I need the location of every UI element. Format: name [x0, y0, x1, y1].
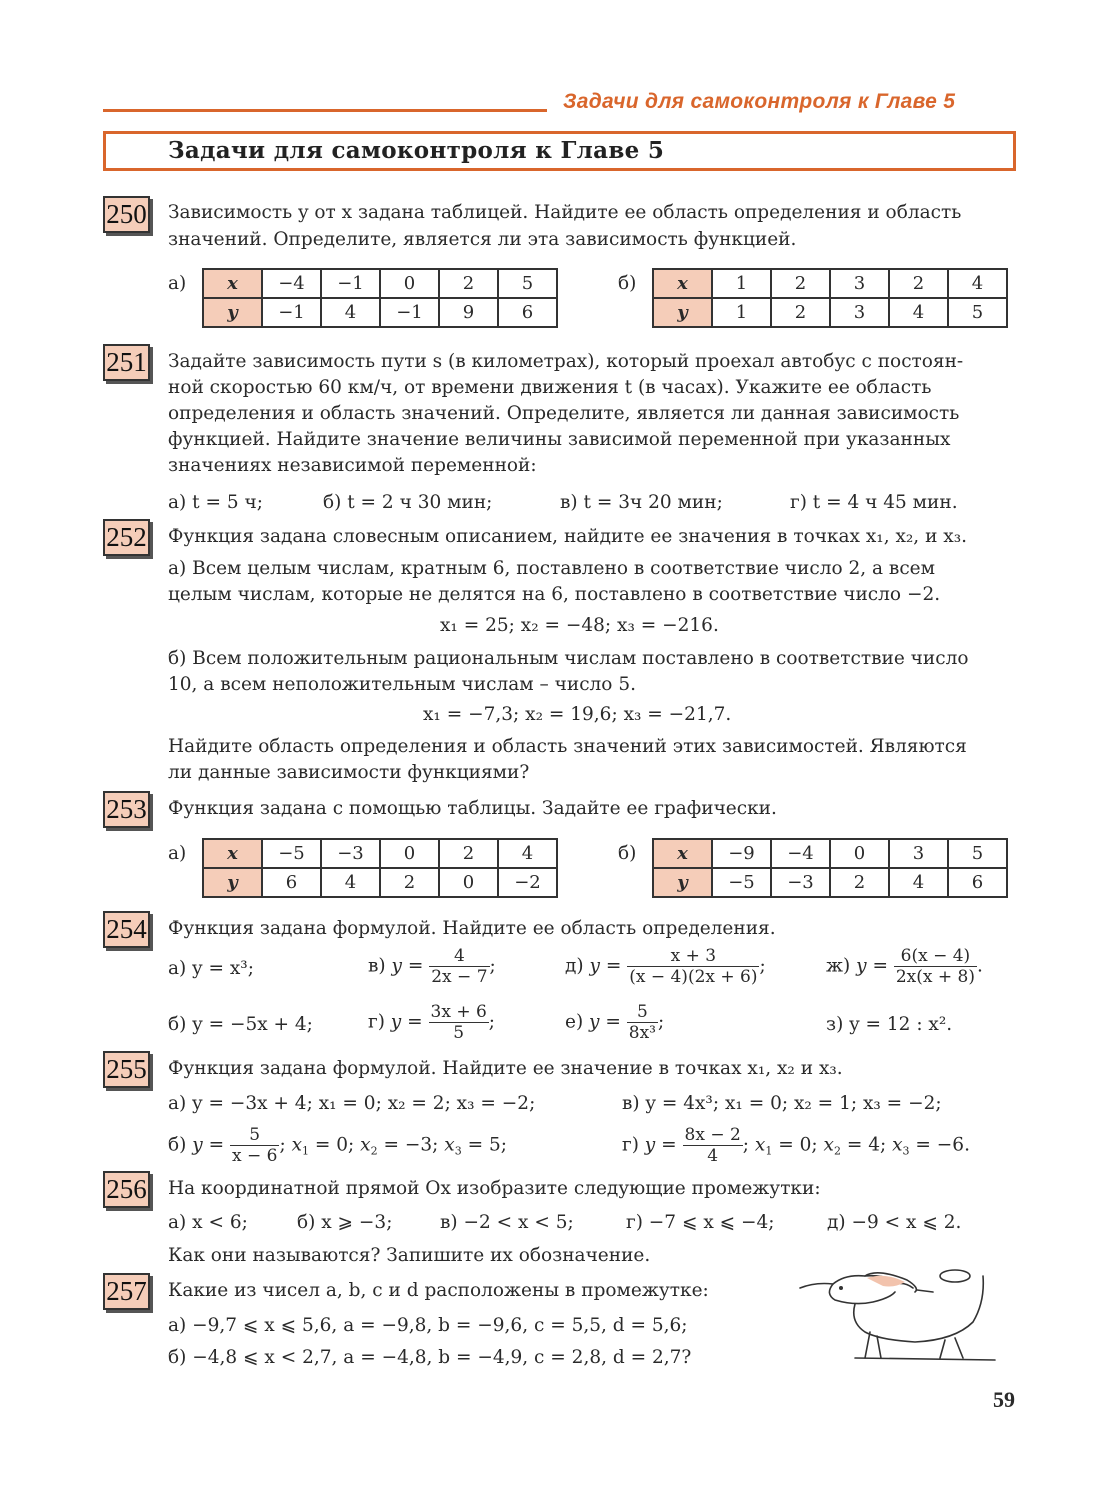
denominator: x − 6	[231, 1146, 278, 1166]
p250-table-b-label: б)	[618, 273, 637, 294]
table-cell: −5	[712, 868, 771, 897]
fraction	[627, 1002, 658, 1043]
p256-item-d: д) −9 < x ⩽ 2.	[827, 1212, 962, 1233]
table-header-y: y	[203, 298, 262, 327]
p254-line-1: Функция задана формулой. Найдите ее область определения.	[168, 918, 776, 939]
problem-number-252: 252	[103, 519, 150, 556]
p252-line-9: ли данные зависимости функциями?	[168, 762, 530, 783]
table-cell: −9	[712, 839, 771, 868]
table-header-y: y	[653, 298, 712, 327]
p255-item-b: б) y = $\frac{5}{x - 6}$ ; $x_1 = 0$; $x_2 = -3$; $x_3 = 5$;	[168, 1125, 507, 1166]
p256-item-g: г) −7 ⩽ x ⩽ −4;	[626, 1212, 775, 1233]
fraction	[894, 946, 977, 987]
p251-line-2: ной скоростью 60 км/ч, от времени движения t (в часах). Укажите ее область	[168, 377, 932, 398]
table-cell: 4	[889, 868, 948, 897]
p256-line-1: На координатной прямой Ox изобразите следующие промежутки:	[168, 1178, 821, 1199]
p251-line-5: значениях независимой переменной:	[168, 455, 537, 476]
p252-values-a: x₁ = 25; x₂ = −48; x₃ = −216.	[440, 615, 719, 636]
table-cell: 2	[380, 868, 439, 897]
table-header-y: y	[653, 868, 712, 897]
p253-table-b	[652, 838, 1008, 898]
numerator: 4	[429, 946, 489, 967]
p251-item-g: г) t = 4 ч 45 мин.	[790, 492, 958, 513]
p254-item-z: з) y = 12 : x².	[826, 1014, 953, 1035]
p253-table-a	[202, 838, 558, 898]
table-cell: 2	[771, 298, 830, 327]
table-cell: 9	[439, 298, 498, 327]
numerator: 6(x − 4)	[894, 946, 977, 967]
p254-item-a: а) y = x³;	[168, 958, 254, 979]
denominator: (x − 4)(2x + 6)	[629, 967, 758, 987]
denominator: 8x³	[628, 1023, 656, 1043]
table-cell: 4	[498, 839, 557, 868]
p252-line-2: а) Всем целым числам, кратным 6, поставлено в соответствие число 2, а всем	[168, 558, 936, 579]
p250-line-2: значений. Определите, является ли эта зависимость функцией.	[168, 229, 797, 250]
p251-item-a: а) t = 5 ч;	[168, 492, 263, 513]
table-cell: 6	[262, 868, 321, 897]
problem-number-257: 257	[103, 1273, 150, 1310]
p250-table-a-label: а)	[168, 273, 187, 294]
p252-line-5: б) Всем положительным рациональным числам поставлено в соответствие число	[168, 648, 969, 669]
numerator: 3x + 6	[430, 1002, 487, 1022]
dog-illustration	[795, 1262, 1005, 1366]
p253-table-a-label: а)	[168, 843, 187, 864]
table-cell: 2	[439, 839, 498, 868]
numerator: 5	[230, 1125, 279, 1146]
table-cell: 6	[498, 298, 557, 327]
p254-item-d: д) y = $\frac{x + 3}{(x - 4)(2x + 6)}$ ;	[565, 946, 766, 987]
p254-item-b: б) y = −5x + 4;	[168, 1014, 313, 1035]
p252-line-1: Функция задана словесным описанием, найдите ее значения в точках x₁, x₂, и x₃.	[168, 526, 968, 547]
table-cell: 5	[948, 839, 1007, 868]
table-cell: 4	[948, 269, 1007, 298]
table-cell: 6	[948, 868, 1007, 897]
table-cell: 2	[889, 269, 948, 298]
table-cell: 3	[830, 269, 889, 298]
table-cell: 2	[439, 269, 498, 298]
table-cell: 5	[948, 298, 1007, 327]
p254-item-v: в) y = $\frac{4}{2x - 7}$ ;	[368, 946, 496, 987]
table-cell: −1	[321, 269, 380, 298]
running-title: Задачи для самоконтроля к Главе 5	[563, 90, 956, 113]
p254-item-e: е) y = $\frac{5}{\text{8x³}}$ ;	[565, 1002, 665, 1043]
table-cell: −2	[498, 868, 557, 897]
p257-item-a: а) −9,7 ⩽ x ⩽ 5,6, a = −9,8, b = −9,6, c = 5,5, d = 5,6;	[168, 1315, 688, 1336]
table-header-x: x	[653, 839, 712, 868]
p251-line-1: Задайте зависимость пути s (в километрах), который проехал автобус с постоян-	[168, 351, 964, 372]
problem-number-254: 254	[103, 911, 150, 948]
table-header-x: x	[203, 839, 262, 868]
table-cell: −1	[380, 298, 439, 327]
p251-line-4: функцией. Найдите значение величины зависимой переменной при указанных	[168, 429, 951, 450]
denominator: 2x(x + 8)	[895, 967, 975, 987]
fraction	[429, 946, 489, 987]
table-cell: 0	[830, 839, 889, 868]
p256-item-b: б) x ⩾ −3;	[297, 1212, 393, 1233]
p255-item-a: а) y = −3x + 4; x₁ = 0; x₂ = 2; x₃ = −2;	[168, 1093, 536, 1114]
fraction	[429, 1002, 489, 1043]
p252-line-3: целым числам, которые не делятся на 6, поставлено в соответствие число −2.	[168, 584, 941, 605]
fraction	[230, 1125, 279, 1166]
table-cell: 2	[830, 868, 889, 897]
p253-line-1: Функция задана с помощью таблицы. Задайте ее графически.	[168, 798, 777, 819]
p256-line-2: Как они называются? Запишите их обозначение.	[168, 1245, 651, 1266]
table-cell: 5	[498, 269, 557, 298]
table-header-y: y	[203, 868, 262, 897]
p251-item-v: в) t = 3ч 20 мин;	[560, 492, 723, 513]
header-rule	[103, 109, 547, 112]
problem-number-251: 251	[103, 344, 150, 381]
p254-item-zh: ж) y = $\frac{6(x - 4)}{2x(x + 8)}$ .	[826, 946, 983, 987]
problem-number-255: 255	[103, 1051, 150, 1088]
numerator: 5	[627, 1002, 658, 1023]
denominator: 5	[453, 1023, 465, 1043]
p256-item-v: в) −2 < x < 5;	[440, 1212, 574, 1233]
table-cell: −3	[771, 868, 830, 897]
page-title: Задачи для самоконтроля к Главе 5	[168, 137, 665, 164]
fraction	[627, 946, 759, 987]
p255-line-1: Функция задана формулой. Найдите ее значение в точках x₁, x₂ и x₃.	[168, 1058, 843, 1079]
p252-line-8: Найдите область определения и область значений этих зависимостей. Являются	[168, 736, 967, 757]
fraction	[683, 1125, 743, 1166]
table-cell: 0	[380, 269, 439, 298]
table-cell: −3	[321, 839, 380, 868]
table-cell: 4	[321, 868, 380, 897]
problem-number-256: 256	[103, 1171, 150, 1208]
p256-item-a: а) x < 6;	[168, 1212, 248, 1233]
p257-line-1: Какие из чисел a, b, c и d расположены в промежутке:	[168, 1280, 709, 1301]
table-cell: 1	[712, 298, 771, 327]
table-cell: 1	[712, 269, 771, 298]
table-cell: −1	[262, 298, 321, 327]
numerator: x + 3	[627, 946, 759, 967]
problem-number-253: 253	[103, 791, 150, 828]
p257-item-b: б) −4,8 ⩽ x < 2,7, a = −4,8, b = −4,9, c = 2,8, d = 2,7?	[168, 1347, 692, 1368]
table-cell: −5	[262, 839, 321, 868]
table-header-x: x	[653, 269, 712, 298]
p255-item-v: в) y = 4x³; x₁ = 0; x₂ = 1; x₃ = −2;	[622, 1093, 942, 1114]
table-cell: 2	[771, 269, 830, 298]
p252-values-b: x₁ = −7,3; x₂ = 19,6; x₃ = −21,7.	[423, 704, 732, 725]
page-number: 59	[993, 1387, 1015, 1412]
p250-table-b	[652, 268, 1008, 328]
p251-item-b: б) t = 2 ч 30 мин;	[323, 492, 493, 513]
table-header-x: x	[203, 269, 262, 298]
table-cell: −4	[771, 839, 830, 868]
table-cell: 4	[321, 298, 380, 327]
table-cell: 3	[830, 298, 889, 327]
p253-table-b-label: б)	[618, 843, 637, 864]
table-cell: 4	[889, 298, 948, 327]
table-cell: 0	[380, 839, 439, 868]
p251-line-3: определения и область значений. Определите, является ли данная зависимость	[168, 403, 960, 424]
denominator: 4	[707, 1146, 719, 1166]
p252-line-6: 10, а всем неположительным числам – число 5.	[168, 674, 636, 695]
p254-item-g: г) y = $\frac{3x + 6}{5}$ ;	[368, 1002, 496, 1043]
p250-line-1: Зависимость y от x задана таблицей. Найдите ее область определения и область	[168, 202, 962, 223]
table-cell: 0	[439, 868, 498, 897]
denominator: 2x − 7	[431, 967, 488, 987]
p250-table-a	[202, 268, 558, 328]
table-cell: 3	[889, 839, 948, 868]
p255-item-g: г) y = $\frac{8x - 2}{4}$ ; $x_1 = 0$; $x_2 = 4$; $x_3 = -6$.	[622, 1125, 970, 1166]
table-cell: −4	[262, 269, 321, 298]
problem-number-250: 250	[103, 196, 150, 233]
numerator: 8x − 2	[684, 1125, 741, 1145]
